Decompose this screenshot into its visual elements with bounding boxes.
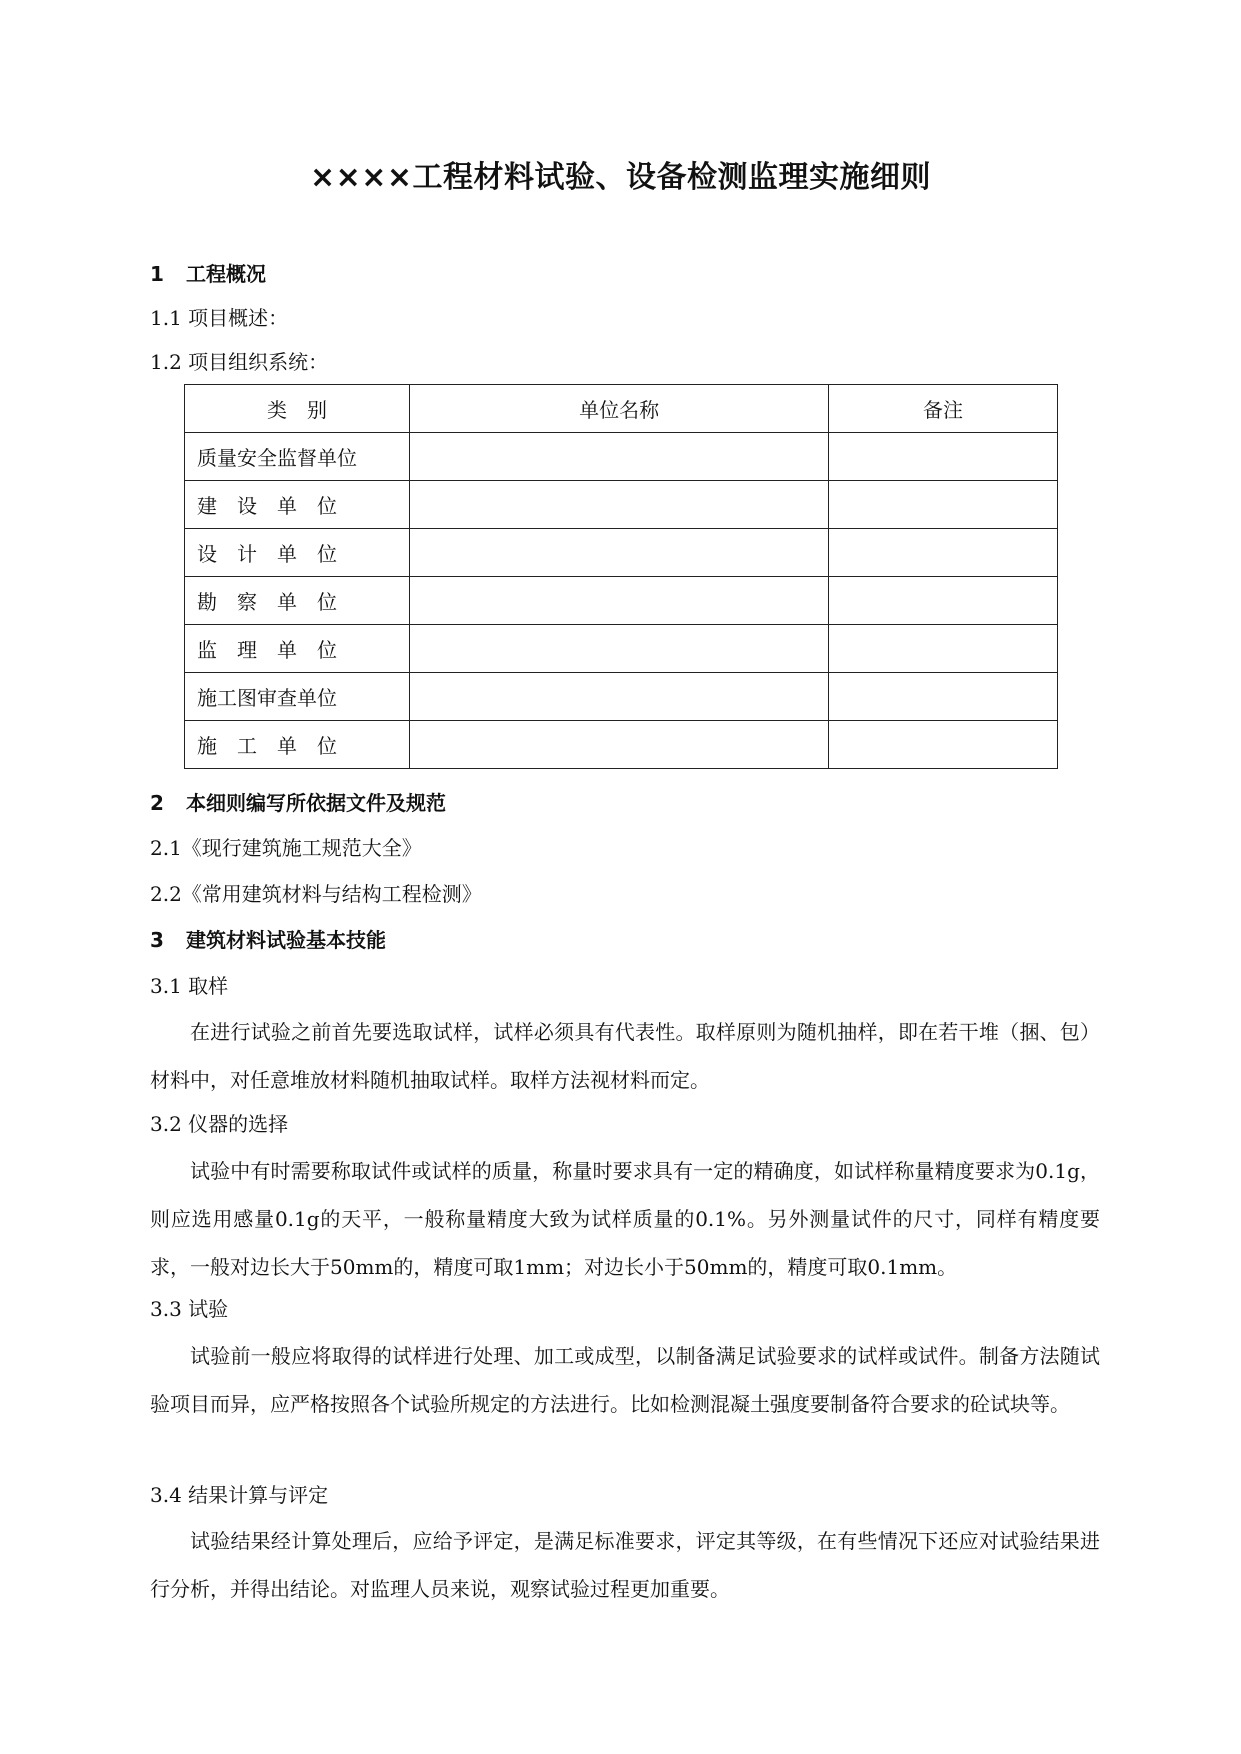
table-row bbox=[185, 577, 1058, 625]
row-category: 监 理 单 位 bbox=[185, 625, 410, 673]
section-1-2: 1.2 项目组织系统： bbox=[150, 350, 329, 374]
table-header-row bbox=[185, 385, 1058, 433]
row-unit-name bbox=[410, 673, 829, 721]
section-3-3-heading: 3.3 试验 bbox=[150, 1297, 229, 1321]
row-unit-name bbox=[410, 625, 829, 673]
row-unit-name bbox=[410, 433, 829, 481]
row-note bbox=[829, 721, 1058, 769]
row-category: 勘 察 单 位 bbox=[185, 577, 410, 625]
row-unit-name bbox=[410, 529, 829, 577]
section-number: 2 bbox=[150, 791, 164, 815]
table-row bbox=[185, 721, 1058, 769]
section-title: 工程概况 bbox=[186, 262, 266, 286]
table-row bbox=[185, 481, 1058, 529]
section-title: 本细则编写所依据文件及规范 bbox=[186, 791, 446, 815]
row-note bbox=[829, 625, 1058, 673]
organization-table bbox=[184, 384, 1058, 769]
table-row bbox=[185, 529, 1058, 577]
row-unit-name bbox=[410, 721, 829, 769]
section-3-3-body: 试验前一般应将取得的试样进行处理、加工或成型，以制备满足试验要求的试样或试件。制备方法随试验项目而异，应严格按照各个试验所规定的方法进行。比如检测混凝土强度要制备符合要求的砼试块等。 bbox=[150, 1344, 1100, 1416]
header-note: 备注 bbox=[829, 385, 1058, 433]
section-3-heading bbox=[150, 925, 1100, 955]
row-note bbox=[829, 433, 1058, 481]
section-3-4-body: 试验结果经计算处理后，应给予评定，是满足标准要求，评定其等级，在有些情况下还应对试验结果进行分析，并得出结论。对监理人员来说，观察试验过程更加重要。 bbox=[150, 1529, 1100, 1601]
section-1-1: 1.1 项目概述： bbox=[150, 306, 289, 330]
section-2-heading bbox=[150, 788, 1100, 818]
row-note bbox=[829, 481, 1058, 529]
row-note bbox=[829, 529, 1058, 577]
table-row bbox=[185, 673, 1058, 721]
row-note bbox=[829, 673, 1058, 721]
section-3-1-heading: 3.1 取样 bbox=[150, 974, 229, 998]
section-3-1-body: 在进行试验之前首先要选取试样，试样必须具有代表性。取样原则为随机抽样，即在若干堆（捆、包）材料中，对任意堆放材料随机抽取试样。取样方法视材料而定。 bbox=[150, 1020, 1100, 1092]
table-row bbox=[185, 433, 1058, 481]
row-category: 施 工 单 位 bbox=[185, 721, 410, 769]
section-number: 3 bbox=[150, 928, 164, 952]
row-unit-name bbox=[410, 481, 829, 529]
row-note bbox=[829, 577, 1058, 625]
row-category: 质量安全监督单位 bbox=[185, 433, 410, 481]
row-category: 建 设 单 位 bbox=[185, 481, 410, 529]
row-unit-name bbox=[410, 577, 829, 625]
row-category: 施工图审查单位 bbox=[185, 673, 410, 721]
row-category: 设 计 单 位 bbox=[185, 529, 410, 577]
section-3-4-heading: 3.4 结果计算与评定 bbox=[150, 1483, 329, 1507]
document-title: ××××工程材料试验、设备检测监理实施细则 bbox=[309, 160, 932, 195]
header-category: 类 别 bbox=[185, 385, 410, 433]
table-row bbox=[185, 625, 1058, 673]
header-unit-name: 单位名称 bbox=[410, 385, 829, 433]
section-2-1: 2.1《现行建筑施工规范大全》 bbox=[150, 836, 422, 860]
section-2-2: 2.2《常用建筑材料与结构工程检测》 bbox=[150, 882, 482, 906]
section-1-heading bbox=[150, 259, 1100, 289]
section-3-2-body: 试验中有时需要称取试件或试样的质量，称量时要求具有一定的精确度，如试样称量精度要求为0.1g，则应选用感量0.1g的天平，一般称量精度大致为试样质量的0.1%。另外测量试件的尺寸，同样有精度要求，一般对边长大于50mm的，精度可取1mm；对边长小于50mm的，精度可取0.1mm。 bbox=[150, 1159, 1100, 1279]
section-title: 建筑材料试验基本技能 bbox=[186, 928, 386, 952]
section-number: 1 bbox=[150, 262, 164, 286]
section-3-2-heading: 3.2 仪器的选择 bbox=[150, 1112, 289, 1136]
